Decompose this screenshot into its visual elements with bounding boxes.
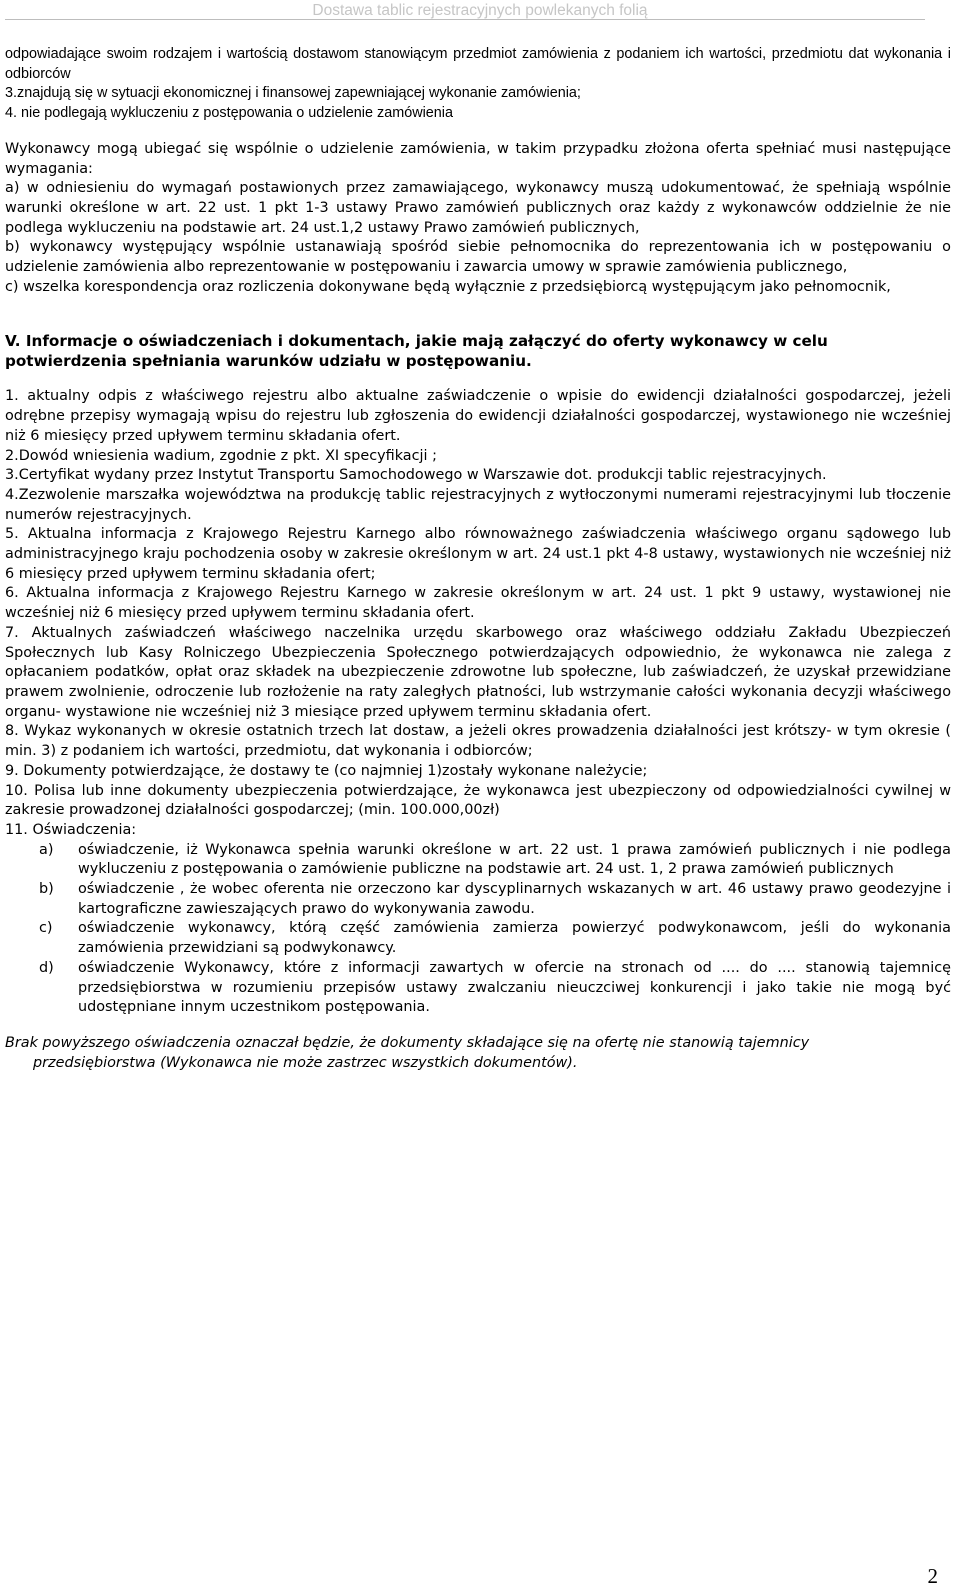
intro-line-2: 3.znajdują się w sytuacji ekonomicznej i finansowej zapewniającej wykonanie zamówienia; [5, 85, 581, 102]
page-number: 2 [927, 1564, 938, 1588]
consortium-item-a: a) w odniesieniu do wymagań postawionych przez zamawiającego, wykonawcy muszą udokumentować, że spełniają wspólnie warunki określone w art. 22 ust. 1 pkt 1-3 ustawy Prawo zamówień publicznych oraz każdy z wykonawców oddzielnie że nie podlega wykluczeniu na podstawie art. 24 ust.1,2 ustawy Prawo zamówień publicznych, [5, 180, 951, 236]
declaration-marker: b) [39, 881, 54, 898]
declaration-text: oświadczenie Wykonawcy, które z informacji zawartych w ofercie na stronach od .... do .... stanowią tajemnicę przedsiębiorstwa w rozumieniu przepisów ustawy zwalczaniu nieuczciwej konkurencji i jako takie nie mogą być udostępniane innym uczestnikom postępowania. [78, 959, 951, 1016]
declaration-marker: d) [39, 959, 54, 976]
declaration-b [5, 880, 951, 919]
declaration-text: oświadczenie wykonawcy, którą część zamówienia zamierza powierzyć podwykonawcom, jeśli do wykonania zamówienia przewidziani są podwykonawcy. [78, 920, 951, 957]
document-item-8: 8. Wykaz wykonanych w okresie ostatnich trzech lat dostaw, a jeżeli okres prowadzenia działalności jest krótszy- w tym okresie ( min. 3) z podaniem ich wartości, przedmiotu, dat wykonania i odbiorców; [5, 723, 951, 760]
declaration-text: oświadczenie, iż Wykonawca spełnia warunki określone w art. 22 ust. 1 prawa zamówień publicznych i nie podlega wykluczeniu z postępowania o zamówienie publiczne na podstawie art. 24 ust. 1, 2 prawa zamówień publicznych [78, 841, 951, 878]
intro-line-3: 4. nie podlegają wykluczeniu z postępowania o udzielenie zamówienia [5, 105, 453, 122]
declaration-d [5, 959, 951, 1018]
declaration-c [5, 919, 951, 958]
document-item-1: 1. aktualny odpis z właściwego rejestru albo aktualne zaświadczenie o wpisie do ewidencji działalności gospodarczej, jeżeli odrębne przepisy wymagają wpisu do rejestru lub zgłoszenia do ewidencji działalności gospodarczej, wystawionego nie wcześniej niż 6 miesięcy przed upływem terminu składania ofert. [5, 388, 951, 444]
document-item-6: 6. Aktualna informacja z Krajowego Rejestru Karnego w zakresie określonym w art. 24 ust. 1 pkt 9 ustawy, wystawionej nie wcześniej niż 6 miesięcy przed upływem terminu składania ofert. [5, 585, 951, 622]
declaration-marker: a) [39, 841, 54, 858]
declaration-marker: c) [39, 920, 53, 937]
confidentiality-note-line-1: Brak powyższego oświadczenia oznaczał będzie, że dokumenty składające się na ofertę nie stanowią tajemnicy [5, 1034, 810, 1051]
document-item-3: 3.Certyfikat wydany przez Instytut Transportu Samochodowego w Warszawie dot. produkcji tablic rejestracyjnych. [5, 467, 827, 484]
consortium-lead: Wykonawcy mogą ubiegać się wspólnie o udzielenie zamówienia, w takim przypadku złożona oferta spełniać musi następujące wymagania: [5, 140, 951, 177]
header-divider [5, 19, 925, 20]
document-item-9: 9. Dokumenty potwierdzające, że dostawy te (co najmniej 1)zostały wykonane należycie; [5, 762, 648, 779]
document-item-7: 7. Aktualnych zaświadczeń właściwego naczelnika urzędu skarbowego oraz właściwego oddziału Zakładu Ubezpieczeń Społecznych lub Kasy Rolniczego Ubezpieczenia Społecznego potwierdzających odpowiednio, że wykonawca nie zalega z opłacaniem podatków, opłat oraz składek na ubezpieczenie zdrowotne lub społeczne, lub zaświadczeń, że uzyskał przewidziane prawem zwolnienie, odroczenie lub rozłożenie na raty zaległych płatności, lub wstrzymanie całości wykonania decyzji właściwego organu- wystawione nie wcześniej niż 3 miesiące przed upływem terminu składania ofert. [5, 624, 951, 720]
document-item-11: 11. Oświadczenia: [5, 821, 137, 838]
section-v-heading: V. Informacje o oświadczeniach i dokumentach, jakie mają załączyć do oferty wykonawcy w celu potwierdzenia spełniania warunków udziału w postępowaniu. [5, 332, 828, 371]
confidentiality-note-line-2: przedsiębiorstwa (Wykonawca nie może zastrzec wszystkich dokumentów). [33, 1054, 578, 1071]
declaration-text: oświadczenie , że wobec oferenta nie orzeczono kar dyscyplinarnych wskazanych w art. 46 ustawy prawo geodezyjne i kartograficzne zawieszających prawo do wykonywania zawodu. [78, 881, 951, 917]
consortium-item-b: b) wykonawcy występujący wspólnie ustanawiają spośród siebie pełnomocnika do reprezentowania ich w postępowaniu o udzielenie zamówienia albo reprezentowanie w postępowaniu i zawarcia umowy w sprawie zamówienia publicznego, [5, 239, 951, 276]
document-body [5, 45, 951, 1073]
document-item-10: 10. Polisa lub inne dokumenty ubezpieczenia potwierdzające, że wykonawca jest ubezpieczony od odpowiedzialności cywilnej w zakresie prowadzonej działalności gospodarczej; (min. 100.000,00zł) [5, 782, 951, 819]
consortium-item-c: c) wszelka korespondencja oraz rozliczenia dokonywane będą wyłącznie z przedsiębiorcą występującym jako pełnomocnik, [5, 278, 891, 295]
intro-line-1: odpowiadające swoim rodzajem i wartością dostawom stanowiącym przedmiot zamówienia z podaniem ich wartości, przedmiotu dat wykonania i odbiorców [5, 46, 951, 82]
document-item-4: 4.Zezwolenie marszałka województwa na produkcję tablic rejestracyjnych z wytłoczonymi numerami rejestracyjnymi lub tłoczenie numerów rejestracyjnych. [5, 486, 951, 523]
declaration-a [5, 841, 951, 880]
running-header: Dostawa tablic rejestracyjnych powlekanych folią [312, 2, 648, 19]
document-item-5: 5. Aktualna informacja z Krajowego Rejestru Karnego albo równoważnego zaświadczenia właściwego organu sądowego lub administracyjnego kraju pochodzenia osoby w zakresie określonym w art. 24 ust.1 pkt 4-8 ustawy, wystawionych nie wcześniej niż 6 miesięcy przed upływem terminu składania ofert; [5, 526, 951, 582]
document-item-2: 2.Dowód wniesienia wadium, zgodnie z pkt. XI specyfikacji ; [5, 447, 437, 464]
